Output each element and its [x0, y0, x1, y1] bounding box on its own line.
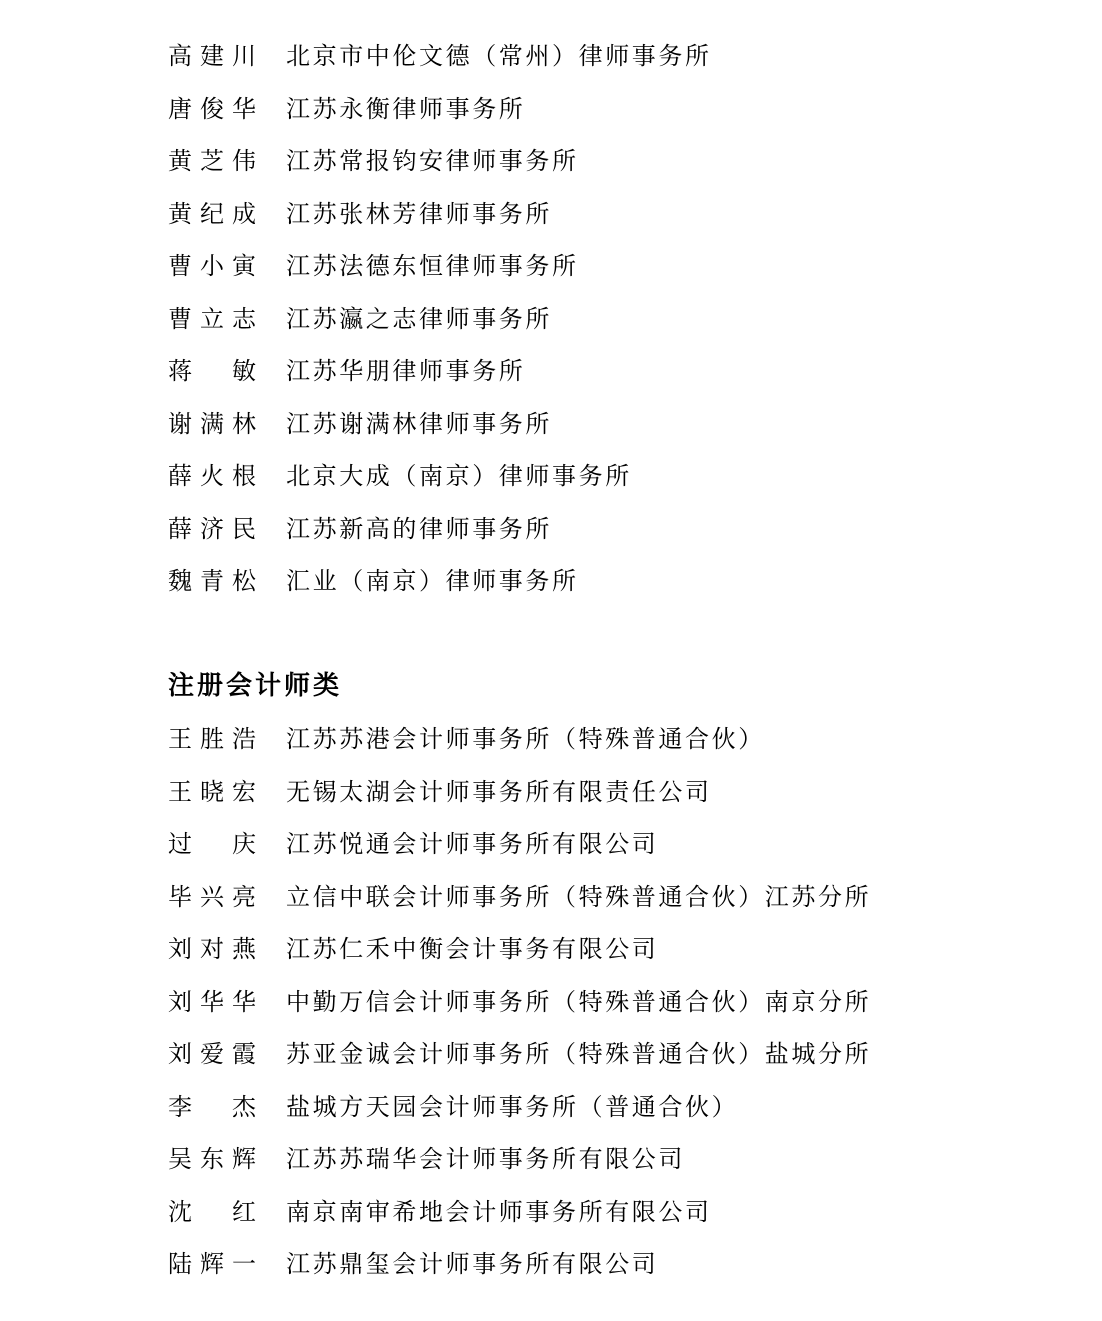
person-name: 王晓宏 — [168, 777, 258, 806]
person-name: 李 杰 — [168, 1092, 258, 1121]
person-name: 唐俊华 — [168, 94, 258, 123]
list-item — [0, 450, 1102, 503]
firm-name: 江苏新高的律师事务所 — [286, 514, 552, 543]
list-item — [0, 1238, 1102, 1291]
section-heading: 注册会计师类 — [168, 671, 343, 701]
firm-name: 盐城方天园会计师事务所（普通合伙） — [286, 1092, 739, 1121]
firm-name: 江苏瀛之志律师事务所 — [286, 304, 552, 333]
firm-name: 苏亚金诚会计师事务所（特殊普通合伙）盐城分所 — [286, 1040, 872, 1068]
person-name: 薛火根 — [168, 462, 258, 490]
list-item — [0, 555, 1102, 608]
person-name: 过 庆 — [168, 830, 258, 858]
list-item — [0, 923, 1102, 976]
firm-name: 江苏谢满林律师事务所 — [286, 409, 552, 438]
list-item — [0, 713, 1102, 766]
firm-name: 江苏鼎玺会计师事务所有限公司 — [286, 1250, 659, 1278]
person-name: 黄芝伟 — [168, 147, 258, 175]
list-item — [0, 1028, 1102, 1081]
list-item — [0, 503, 1102, 556]
list-item — [0, 345, 1102, 398]
person-name: 毕兴亮 — [168, 882, 258, 911]
firm-name: 江苏悦通会计师事务所有限公司 — [286, 830, 659, 858]
list-item — [0, 871, 1102, 924]
cpa-list — [0, 713, 1102, 1291]
firm-name: 北京市中伦文德（常州）律师事务所 — [286, 42, 712, 70]
person-name: 吴东辉 — [168, 1145, 258, 1173]
person-name: 沈 红 — [168, 1197, 258, 1226]
firm-name: 立信中联会计师事务所（特殊普通合伙）江苏分所 — [286, 882, 872, 911]
firm-name: 江苏苏港会计师事务所（特殊普通合伙） — [286, 725, 765, 753]
list-item — [0, 240, 1102, 293]
firm-name: 中勤万信会计师事务所（特殊普通合伙）南京分所 — [286, 987, 872, 1016]
person-name: 陆辉一 — [168, 1250, 258, 1278]
firm-name: 江苏常报钧安律师事务所 — [286, 147, 579, 175]
person-name: 刘对燕 — [168, 935, 258, 963]
firm-name: 江苏永衡律师事务所 — [286, 94, 526, 123]
firm-name: 南京南审希地会计师事务所有限公司 — [286, 1197, 712, 1226]
firm-name: 江苏张林芳律师事务所 — [286, 199, 552, 228]
firm-name: 江苏华朋律师事务所 — [286, 357, 526, 385]
list-item — [0, 398, 1102, 451]
firm-name: 江苏法德东恒律师事务所 — [286, 252, 579, 280]
person-name: 刘华华 — [168, 987, 258, 1016]
list-item — [0, 188, 1102, 241]
list-item — [0, 30, 1102, 83]
lawyer-list — [0, 30, 1102, 608]
firm-name: 无锡太湖会计师事务所有限责任公司 — [286, 777, 712, 806]
person-name: 曹小寅 — [168, 252, 258, 280]
firm-name: 江苏苏瑞华会计师事务所有限公司 — [286, 1145, 685, 1173]
person-name: 谢满林 — [168, 409, 258, 438]
firm-name: 江苏仁禾中衡会计事务有限公司 — [286, 935, 659, 963]
person-name: 薛济民 — [168, 514, 258, 543]
list-item — [0, 293, 1102, 346]
person-name: 曹立志 — [168, 304, 258, 333]
person-name: 黄纪成 — [168, 199, 258, 228]
list-item — [0, 1186, 1102, 1239]
list-item — [0, 976, 1102, 1029]
list-item — [0, 1081, 1102, 1134]
person-name: 高建川 — [168, 42, 258, 70]
person-name: 魏青松 — [168, 567, 258, 595]
list-item — [0, 766, 1102, 819]
person-name: 刘爱霞 — [168, 1040, 258, 1068]
person-name: 蒋 敏 — [168, 357, 258, 385]
list-item — [0, 1133, 1102, 1186]
firm-name: 北京大成（南京）律师事务所 — [286, 462, 632, 490]
list-item — [0, 135, 1102, 188]
firm-name: 汇业（南京）律师事务所 — [286, 567, 579, 595]
list-item — [0, 818, 1102, 871]
list-item — [0, 83, 1102, 136]
person-name: 王胜浩 — [168, 725, 258, 753]
